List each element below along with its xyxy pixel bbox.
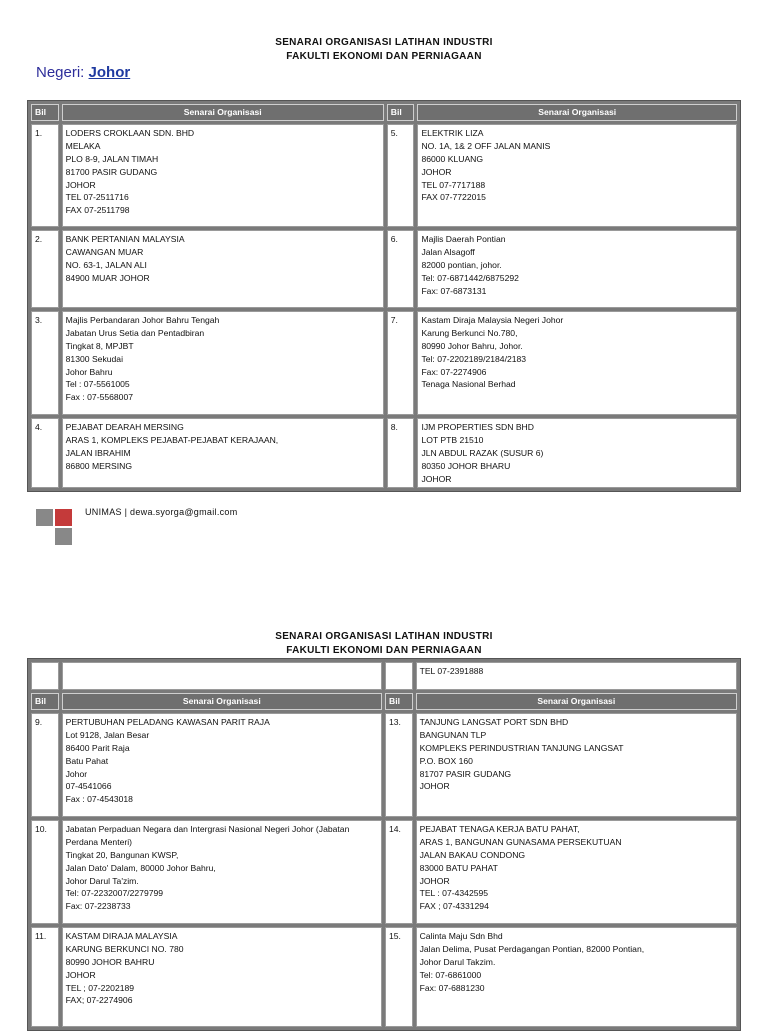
address-line: Tel : 07-5561005 — [65, 379, 130, 390]
address-line: LOT PTB 21510 — [421, 434, 484, 445]
address-line: JOHOR — [65, 179, 96, 190]
logo-square-grey — [55, 528, 72, 545]
table-row — [31, 418, 737, 489]
address-line: ARAS 1, KOMPLEKS PEJABAT-PEJABAT KERAJAAN, — [65, 434, 279, 445]
address-line: 80350 JOHOR BHARU — [421, 460, 511, 471]
table-row — [31, 820, 737, 924]
address-line: KASTAM DIRAJA MALAYSIA — [65, 930, 178, 941]
entry-address — [62, 713, 382, 817]
address-line: TANJUNG LANGSAT PORT SDN BHD — [419, 716, 569, 727]
address-line: Tingkat 8, MPJBT — [65, 340, 134, 351]
entry-address — [62, 311, 384, 415]
header-senarai: Senarai Organisasi — [62, 104, 384, 121]
entry-address — [416, 713, 737, 817]
address-line: ELEKTRIK LIZA — [421, 127, 484, 138]
entry-number: 14. — [385, 820, 413, 924]
address-line: JOHOR — [419, 875, 450, 886]
entry-number: 9. — [31, 713, 59, 817]
address-line: 81700 PASIR GUDANG — [65, 166, 158, 177]
address-line: KOMPLEKS PERINDUSTRIAN TANJUNG LANGSAT — [419, 742, 624, 753]
table-header-row — [31, 104, 737, 121]
address-line: Lot 9128, Jalan Besar — [65, 729, 150, 740]
address-line: NO. 1A, 1& 2 OFF JALAN MANIS — [421, 140, 551, 151]
entry-number: 2. — [31, 230, 59, 308]
page1-organisation-table — [27, 100, 741, 492]
address-line: Fax: 07-2274906 — [421, 366, 487, 377]
entry-number: 4. — [31, 418, 59, 489]
address-line: Tel: 07-6871442/6875292 — [421, 272, 519, 283]
entry-address — [62, 820, 382, 924]
address-line: JOHOR — [421, 473, 452, 484]
address-line: Batu Pahat — [65, 755, 109, 766]
address-line: PEJABAT DEARAH MERSING — [65, 421, 184, 432]
negeri-label: Negeri: — [36, 64, 85, 81]
address-line: Tel: 07-6861000 — [419, 969, 482, 980]
address-line: Johor Darul Ta'zim. — [65, 875, 139, 886]
entry-number: 1. — [31, 124, 59, 227]
address-line: P.O. BOX 160 — [419, 755, 473, 766]
address-line: PERTUBUHAN PELADANG KAWASAN PARIT RAJA — [65, 716, 270, 727]
address-line: FAX ; 07-4331294 — [419, 901, 489, 912]
address-line: LODERS CROKLAAN SDN. BHD — [65, 127, 195, 138]
address-line: JALAN IBRAHIM — [65, 447, 131, 458]
address-line: Karung Berkunci No.780, — [421, 327, 518, 338]
entry-address — [62, 230, 384, 308]
entry-address — [417, 418, 737, 489]
logo-square-red — [55, 509, 72, 526]
address-line: Calinta Maju Sdn Bhd — [419, 930, 503, 941]
address-line: 81707 PASIR GUDANG — [419, 768, 512, 779]
page1-title-line2: FAKULTI EKONOMI DAN PERNIAGAAN — [286, 51, 482, 62]
address-line: Majlis Daerah Pontian — [421, 233, 506, 244]
table-row — [31, 124, 737, 227]
entry-address — [417, 230, 737, 308]
address-line: Johor Bahru — [65, 366, 113, 377]
address-line: IJM PROPERTIES SDN BHD — [421, 421, 534, 432]
address-line: Jabatan Urus Setia dan Pentadbiran — [65, 327, 205, 338]
address-line: FAX 07-7722015 — [421, 192, 486, 203]
address-line: Kastam Diraja Malaysia Negeri Johor — [421, 314, 564, 325]
address-line: 86000 KLUANG — [421, 153, 484, 164]
entry-address — [62, 418, 384, 489]
logo-square-grey — [36, 509, 53, 526]
address-line: 81300 Sekudai — [65, 353, 123, 364]
address-line: Johor — [65, 768, 88, 779]
negeri-value-link[interactable]: Johor — [88, 64, 131, 81]
address-line: NO. 63-1, JALAN ALI — [65, 259, 147, 270]
address-line: MELAKA — [65, 140, 101, 151]
header-bil: Bil — [387, 104, 415, 121]
header-bil: Bil — [385, 693, 413, 710]
address-line: KARUNG BERKUNCI NO. 780 — [65, 943, 184, 954]
entry-number: 13. — [385, 713, 413, 817]
address-line: TEL 07-7717188 — [421, 179, 486, 190]
address-line: TEL ; 07-2202189 — [65, 982, 135, 993]
table-row — [31, 230, 737, 308]
empty-cell — [31, 662, 59, 690]
entry-number: 8. — [387, 418, 415, 489]
entry-address — [62, 927, 382, 1027]
address-line: 82000 pontian, johor. — [421, 259, 502, 270]
address-line: 07-4541066 — [65, 781, 112, 792]
negeri-heading — [36, 64, 130, 81]
entry-number: 11. — [31, 927, 59, 1027]
address-line: Jalan Dato' Dalam, 80000 Johor Bahru, — [65, 862, 216, 873]
address-line: PLO 8-9, JALAN TIMAH — [65, 153, 159, 164]
entry-address — [417, 124, 737, 227]
header-senarai: Senarai Organisasi — [62, 693, 382, 710]
header-bil: Bil — [31, 104, 59, 121]
address-line: Jabatan Perpaduan Negara dan Intergrasi Nasional Negeri Johor (Jabatan Perdana Menteri) — [65, 823, 350, 847]
address-line: 86800 MERSING — [65, 460, 133, 471]
address-line: ARAS 1, BANGUNAN GUNASAMA PERSEKUTUAN — [419, 836, 622, 847]
empty-cell — [62, 662, 382, 690]
header-senarai: Senarai Organisasi — [417, 104, 737, 121]
entry-number: 3. — [31, 311, 59, 415]
table-row — [31, 311, 737, 415]
address-line: JOHOR — [421, 166, 452, 177]
address-line: 84900 MUAR JOHOR — [65, 272, 150, 283]
address-line: Tenaga Nasional Berhad — [421, 379, 516, 390]
table-row — [31, 927, 737, 1027]
address-line: Majlis Perbandaran Johor Bahru Tengah — [65, 314, 220, 325]
address-line: JLN ABDUL RAZAK (SUSUR 6) — [421, 447, 544, 458]
address-line: 86400 Parit Raja — [65, 742, 130, 753]
address-line: TEL : 07-4342595 — [419, 888, 489, 899]
address-line: Johor Darul Takzim. — [419, 956, 496, 967]
address-line: 80990 JOHOR BAHRU — [65, 956, 155, 967]
entry-address — [62, 124, 384, 227]
empty-cell — [385, 662, 413, 690]
carryover-text: TEL 07-2391888 — [416, 662, 737, 690]
address-line: BANK PERTANIAN MALAYSIA — [65, 233, 185, 244]
address-line: Tingkat 20, Bangunan KWSP, — [65, 849, 179, 860]
address-line: JALAN BAKAU CONDONG — [419, 849, 526, 860]
page2-title-line2: FAKULTI EKONOMI DAN PERNIAGAAN — [286, 645, 482, 656]
address-line: JOHOR — [419, 781, 450, 792]
header-senarai: Senarai Organisasi — [416, 693, 737, 710]
address-line: JOHOR — [65, 969, 96, 980]
address-line: Tel: 07-2202189/2184/2183 — [421, 353, 527, 364]
carryover-row — [31, 662, 737, 690]
address-line: Fax : 07-4543018 — [65, 794, 133, 805]
address-line: FAX; 07-2274906 — [65, 995, 133, 1006]
page2-organisation-table — [27, 658, 741, 1031]
table-header-row — [31, 693, 737, 710]
address-line: PEJABAT TENAGA KERJA BATU PAHAT, — [419, 823, 580, 834]
footer-credit: UNIMAS | dewa.syorga@gmail.com — [85, 507, 238, 517]
entry-address — [416, 927, 737, 1027]
address-line: Fax: 07-6873131 — [421, 285, 487, 296]
address-line: Fax: 07-6881230 — [419, 982, 485, 993]
address-line: Jalan Delima, Pusat Perdagangan Pontian, 82000 Pontian, — [419, 943, 645, 954]
entry-number: 15. — [385, 927, 413, 1027]
entry-address — [416, 820, 737, 924]
address-line: Fax : 07-5568007 — [65, 392, 134, 403]
entry-number: 6. — [387, 230, 415, 308]
entry-number: 5. — [387, 124, 415, 227]
entry-address — [417, 311, 737, 415]
address-line: Fax: 07-2238733 — [65, 901, 131, 912]
address-line: CAWANGAN MUAR — [65, 246, 144, 257]
entry-number: 7. — [387, 311, 415, 415]
page2-title-line1: SENARAI ORGANISASI LATIHAN INDUSTRI — [275, 631, 493, 642]
address-line: FAX 07-2511798 — [65, 205, 130, 216]
address-line: Jalan Alsagoff — [421, 246, 475, 257]
address-line: Tel: 07-2232007/2279799 — [65, 888, 164, 899]
entry-number: 10. — [31, 820, 59, 924]
address-line: 80990 Johor Bahru, Johor. — [421, 340, 523, 351]
header-bil: Bil — [31, 693, 59, 710]
table-row — [31, 713, 737, 817]
address-line: BANGUNAN TLP — [419, 729, 487, 740]
page1-title-line1: SENARAI ORGANISASI LATIHAN INDUSTRI — [275, 37, 493, 48]
address-line: 83000 BATU PAHAT — [419, 862, 498, 873]
address-line: TEL 07-2511716 — [65, 192, 129, 203]
